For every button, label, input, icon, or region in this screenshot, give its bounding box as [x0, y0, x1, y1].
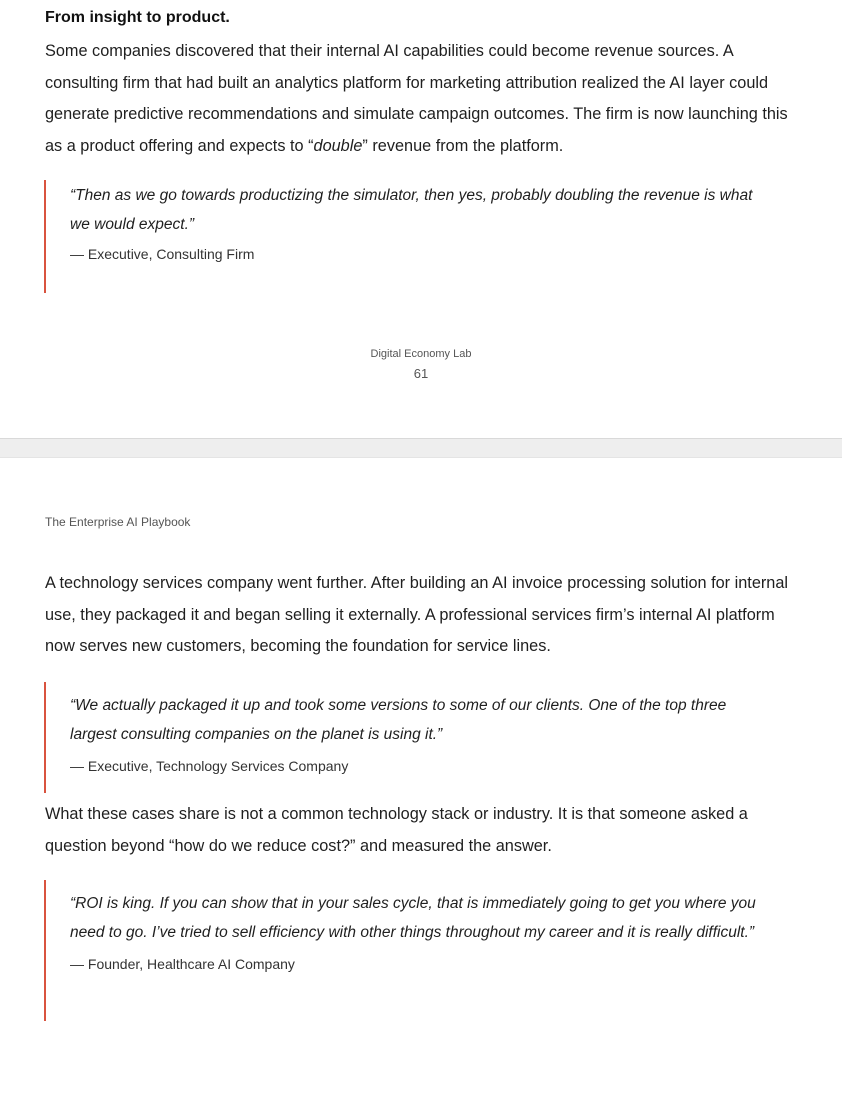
running-header: The Enterprise AI Playbook [45, 515, 191, 529]
pull-quote [44, 682, 774, 793]
quote-attribution: — Executive, Technology Services Company [70, 757, 349, 774]
body-paragraph: A technology services company went further. After building an AI invoice processing solution for internal use, they packaged it and began selling it externally. A professional services firm’s internal AI platform now serves new customers, becoming the foundation for service lines. [45, 574, 789, 656]
paragraph-text-end: ” revenue from the platform. [362, 137, 564, 156]
page-number: 61 [413, 366, 429, 381]
paragraph-text-start: Some companies discovered that their internal AI capabilities could become revenue sources. A consulting firm that had built an analytics platform for marketing attribution realized the AI layer could generate predictive recommendations and simulate campaign outcomes. The firm is now launching this as a product offering and expects to “ [45, 42, 788, 156]
section-heading: From insight to product. [45, 9, 230, 26]
body-paragraph: What these cases share is not a common technology stack or industry. It is that someone asked a question beyond “how do we reduce cost?” and measured the answer. [45, 805, 748, 855]
document-page-61 [0, 0, 842, 438]
quote-attribution: — Founder, Healthcare AI Company [70, 955, 295, 972]
body-paragraph [45, 36, 805, 163]
emphasis-text: double [313, 137, 363, 156]
pull-quote [44, 180, 774, 293]
quote-text: “Then as we go towards productizing the simulator, then yes, probably doubling the revenue is what we would expect.” [70, 187, 753, 233]
quote-text: “We actually packaged it up and took some versions to some of our clients. One of the top three largest consulting companies on the planet is using it.” [70, 697, 727, 743]
footer-organization: Digital Economy Lab [370, 348, 472, 360]
document-page-62 [0, 458, 842, 1095]
page-separator [0, 438, 842, 458]
quote-text: “ROI is king. If you can show that in your sales cycle, that is immediately going to get you where you need to go. I’ve tried to sell efficiency with other things throughout my career and it is really difficult.” [70, 895, 756, 941]
pull-quote [44, 880, 774, 1021]
quote-attribution: — Executive, Consulting Firm [70, 245, 255, 262]
